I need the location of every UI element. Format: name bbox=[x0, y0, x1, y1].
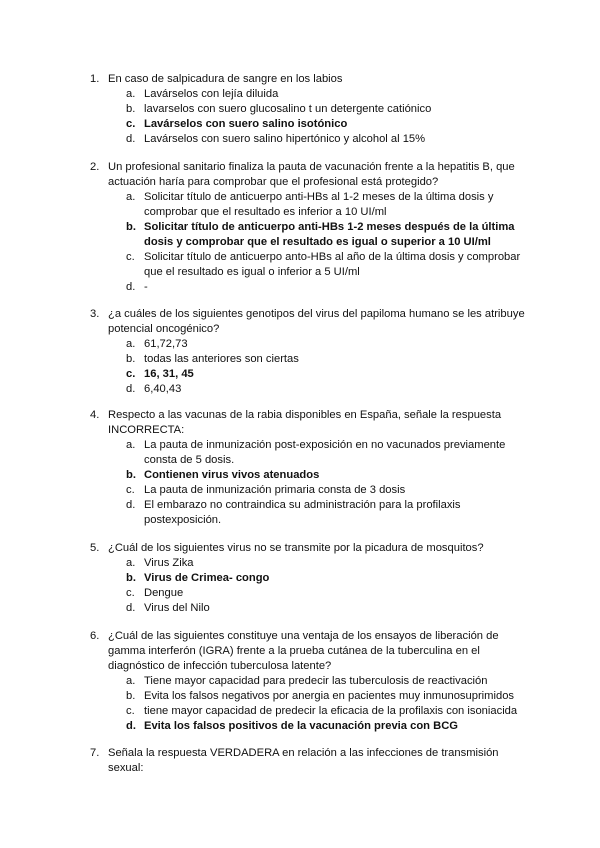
option-b: b. lavarselos con suero glucosalino t un detergente catiónico bbox=[126, 103, 432, 115]
option-a: a. Tiene mayor capacidad para predecir las tuberculosis de reactivación bbox=[126, 675, 488, 687]
question-number: 1. bbox=[90, 73, 100, 85]
question-number: 3. bbox=[90, 308, 100, 320]
option-list bbox=[90, 674, 530, 734]
option-list bbox=[90, 556, 530, 616]
option-c-correct: c. 16, 31, 45 bbox=[126, 368, 194, 380]
option-b: b. Evita los falsos negativos por anergia en pacientes muy inmunosuprimidos bbox=[126, 690, 515, 702]
option-c: c. Solicitar título de anticuerpo anto-HBs al año de la última dosis y comprobar que el resultado es igual o inferior a 5 UI/ml bbox=[126, 251, 521, 278]
option-d: d. Lavárselos con suero salino hipertónico y alcohol al 15% bbox=[126, 133, 426, 145]
option-b-correct: b. Solicitar título de anticuerpo anti-HBs 1-2 meses después de la última dosis y comprobar que el resultado es igual o superior a 10 UI/ml bbox=[126, 221, 515, 248]
question-number: 7. bbox=[90, 747, 100, 759]
option-list bbox=[90, 337, 530, 397]
option-b-correct: b. Virus de Crimea- congo bbox=[126, 572, 270, 584]
question-3 bbox=[90, 307, 530, 397]
question-5 bbox=[90, 541, 530, 616]
question-text: Un profesional sanitario finaliza la pauta de vacunación frente a la hepatitis B, que actuación haría para comprobar que el profesional está protegido? bbox=[108, 161, 515, 188]
option-list bbox=[90, 438, 530, 528]
question-text: ¿Cuál de las siguientes constituye una ventaja de los ensayos de liberación de gamma interferón (IGRA) frente a la prueba cutánea de la tuberculina en el diagnóstico de infección tuberculosa latente? bbox=[108, 630, 499, 672]
option-d: d. Virus del Nilo bbox=[126, 602, 210, 614]
question-text: En caso de salpicadura de sangre en los labios bbox=[108, 73, 343, 85]
option-c-correct: c. Lavárselos con suero salino isotónico bbox=[126, 118, 348, 130]
question-text: ¿a cuáles de los siguientes genotipos del virus del papiloma humano se les atribuye potencial oncogénico? bbox=[108, 308, 525, 335]
question-4 bbox=[90, 408, 530, 528]
option-c: c. Dengue bbox=[126, 587, 184, 599]
question-6 bbox=[90, 629, 530, 734]
option-d: d. 6,40,43 bbox=[126, 383, 182, 395]
option-list bbox=[90, 87, 530, 147]
option-a: a. 61,72,73 bbox=[126, 338, 188, 350]
question-number: 6. bbox=[90, 630, 100, 642]
option-d-correct: d. Evita los falsos positivos de la vacunación previa con BCG bbox=[126, 720, 458, 732]
option-b-correct: b. Contienen virus vivos atenuados bbox=[126, 469, 320, 481]
question-2 bbox=[90, 160, 530, 295]
question-7 bbox=[90, 746, 530, 776]
option-a: a. Solicitar título de anticuerpo anti-HBs al 1-2 meses de la última dosis y comprobar que el resultado es inferior a 10 UI/ml bbox=[126, 191, 494, 218]
question-number: 4. bbox=[90, 409, 100, 421]
option-b: b. todas las anteriores son ciertas bbox=[126, 353, 299, 365]
option-a: a. Virus Zika bbox=[126, 557, 194, 569]
option-list bbox=[90, 190, 530, 295]
question-1 bbox=[90, 72, 530, 147]
question-text: ¿Cuál de los siguientes virus no se transmite por la picadura de mosquitos? bbox=[108, 542, 484, 554]
option-a: a. La pauta de inmunización post-exposición en no vacunados previamente consta de 5 dosis. bbox=[126, 439, 506, 466]
question-number: 2. bbox=[90, 161, 100, 173]
option-d: d. El embarazo no contraindica su administración para la profilaxis postexposición. bbox=[126, 499, 461, 526]
question-text: Señala la respuesta VERDADERA en relación a las infecciones de transmisión sexual: bbox=[108, 747, 499, 774]
option-d: d. - bbox=[126, 281, 148, 293]
option-a: a. Lavárselos con lejía diluida bbox=[126, 88, 279, 100]
question-number: 5. bbox=[90, 542, 100, 554]
option-c: c. tiene mayor capacidad de predecir la eficacia de la profilaxis con isoniacida bbox=[126, 705, 518, 717]
option-c: c. La pauta de inmunización primaria consta de 3 dosis bbox=[126, 484, 406, 496]
question-text: Respecto a las vacunas de la rabia disponibles en España, señale la respuesta INCORRECTA: bbox=[108, 409, 502, 436]
